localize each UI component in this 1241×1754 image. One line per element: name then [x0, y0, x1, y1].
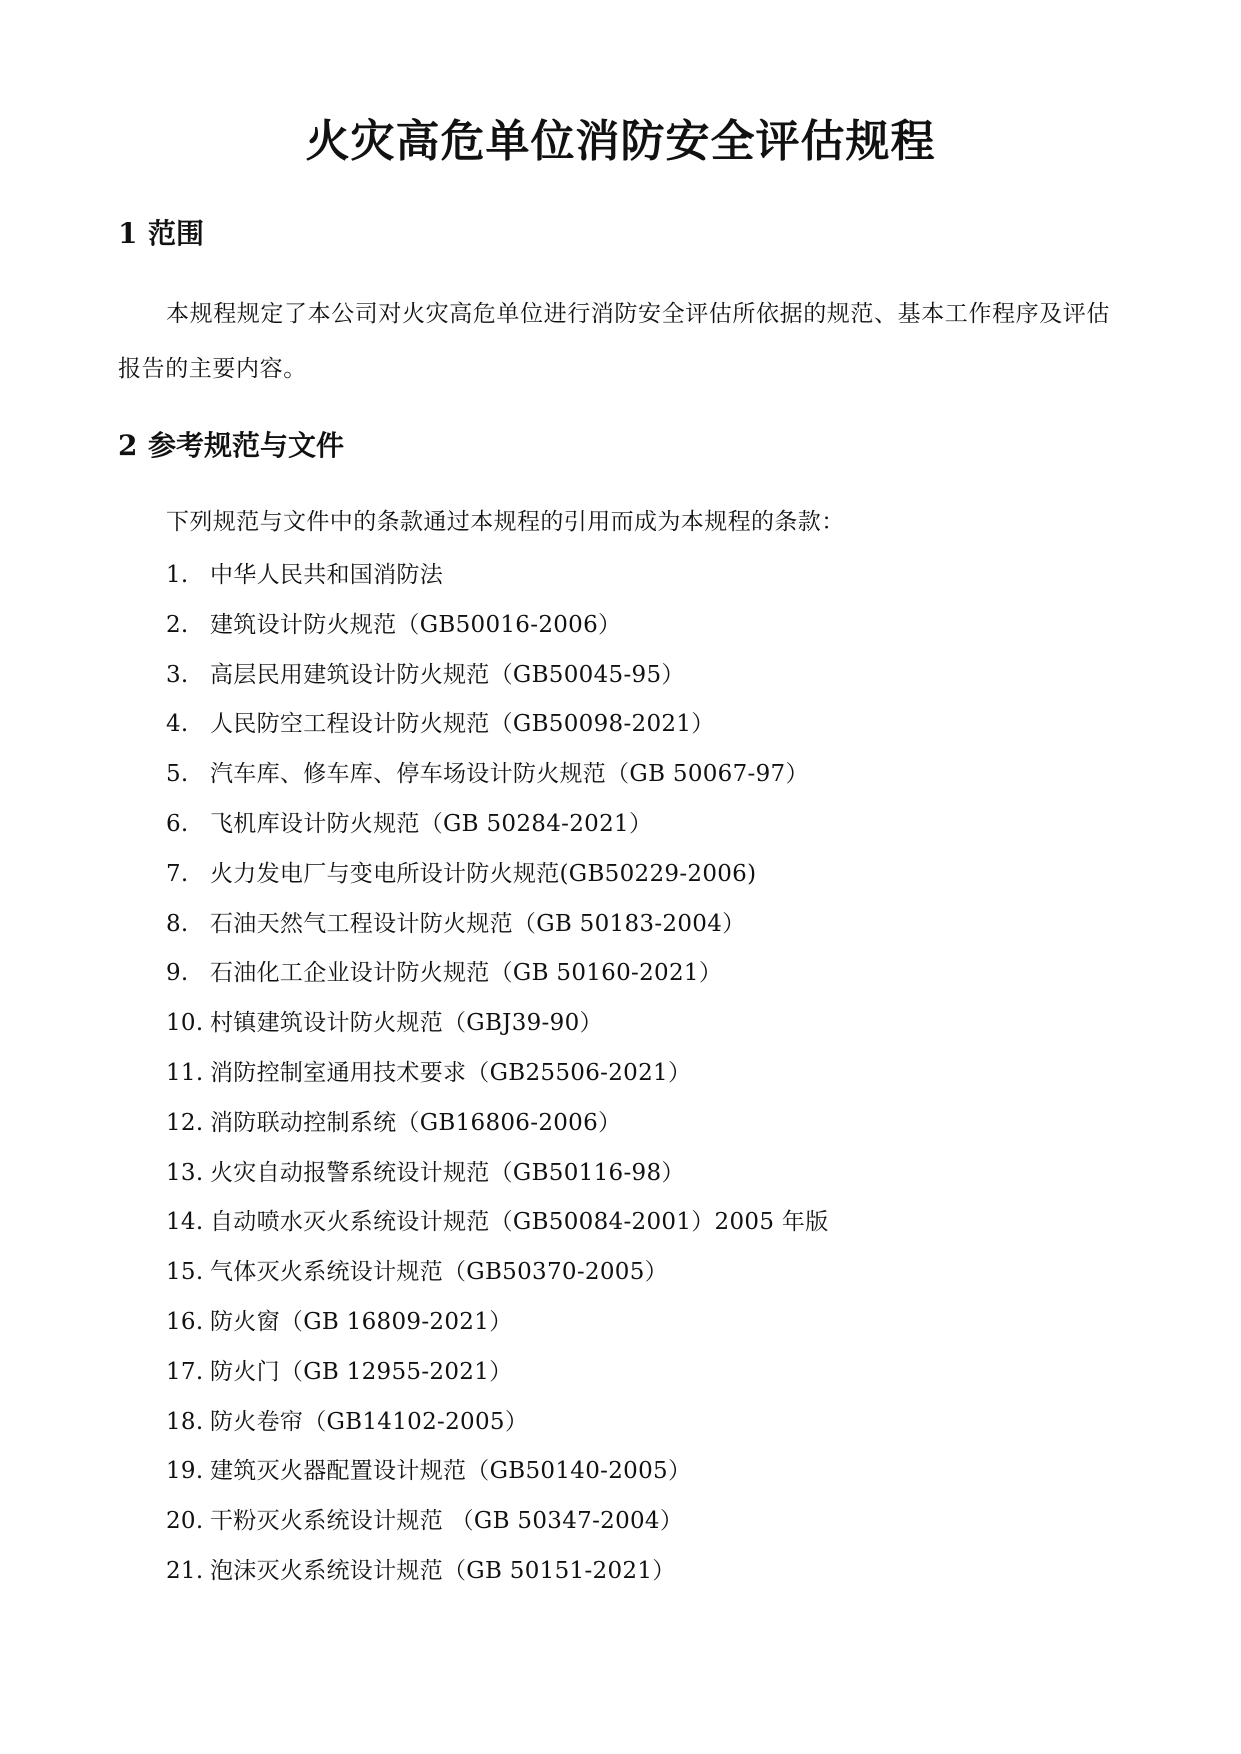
section-title: 范围	[148, 217, 205, 250]
list-item-number: 7.	[166, 860, 189, 887]
list-item	[166, 1300, 829, 1350]
list-item	[166, 1001, 829, 1051]
list-item-number: 16.	[166, 1308, 204, 1335]
list-item-number: 11.	[166, 1059, 204, 1086]
list-item-text: 气体灭火系统设计规范（GB50370-2005）	[210, 1259, 668, 1286]
list-item-text: 火灾自动报警系统设计规范（GB50116-98）	[210, 1159, 685, 1186]
list-item-text: 干粉灭火系统设计规范 （GB 50347-2004）	[210, 1508, 684, 1535]
list-item	[166, 1250, 829, 1300]
list-item-number: 1.	[166, 562, 189, 588]
section-number: 1	[118, 217, 138, 250]
list-item-number: 20.	[166, 1508, 204, 1535]
list-item-number: 9.	[166, 960, 189, 987]
list-item-text: 防火卷帘（GB14102-2005）	[210, 1408, 529, 1435]
reference-list	[166, 553, 829, 1599]
list-item-number: 19.	[166, 1458, 204, 1485]
list-item	[166, 1051, 829, 1101]
list-item-number: 2.	[166, 611, 189, 638]
list-item-text: 石油化工企业设计防火规范（GB 50160-2021）	[210, 960, 723, 987]
list-item-number: 13.	[166, 1159, 204, 1186]
list-item	[166, 852, 829, 902]
list-item	[166, 1101, 829, 1151]
list-item-text: 汽车库、修车库、停车场设计防火规范（GB 50067-97）	[210, 761, 809, 788]
list-item-text: 消防控制室通用技术要求（GB25506-2021）	[210, 1059, 692, 1086]
section-heading-scope	[118, 214, 204, 254]
list-item-text: 自动喷水灭火系统设计规范（GB50084-2001）2005 年版	[210, 1209, 829, 1236]
section-number: 2	[118, 429, 138, 462]
list-item	[166, 1350, 829, 1400]
list-item-text: 防火窗（GB 16809-2021）	[210, 1308, 513, 1335]
list-item	[166, 1549, 829, 1599]
list-item	[166, 951, 829, 1001]
list-item-text: 消防联动控制系统（GB16806-2006）	[210, 1109, 622, 1136]
list-item-text: 飞机库设计防火规范（GB 50284-2021）	[210, 810, 653, 837]
list-item	[166, 1499, 829, 1549]
list-item-text: 防火门（GB 12955-2021）	[210, 1358, 513, 1385]
list-item	[166, 1151, 829, 1201]
list-item-text: 火力发电厂与变电所设计防火规范(GB50229-2006)	[210, 860, 757, 887]
list-item-text: 人民防空工程设计防火规范（GB50098-2021）	[210, 711, 715, 738]
list-item	[166, 553, 829, 603]
list-item-text: 中华人民共和国消防法	[210, 562, 443, 588]
list-item-number: 5.	[166, 761, 189, 788]
section-title: 参考规范与文件	[148, 429, 345, 462]
list-item-number: 8.	[166, 910, 189, 937]
list-item	[166, 802, 829, 852]
list-item-text: 村镇建筑设计防火规范（GBJ39-90）	[210, 1010, 603, 1037]
list-item-number: 4.	[166, 711, 189, 738]
list-item-text: 石油天然气工程设计防火规范（GB 50183-2004）	[210, 910, 746, 937]
list-item	[166, 752, 829, 802]
list-item-text: 建筑设计防火规范（GB50016-2006）	[210, 611, 622, 638]
list-item-number: 3.	[166, 661, 189, 688]
list-item	[166, 1200, 829, 1250]
list-item-number: 14.	[166, 1209, 204, 1236]
list-item-number: 12.	[166, 1109, 204, 1136]
list-item-text: 泡沫灭火系统设计规范（GB 50151-2021）	[210, 1557, 676, 1584]
list-item	[166, 902, 829, 952]
list-item-number: 10.	[166, 1010, 204, 1037]
list-item-number: 6.	[166, 810, 189, 837]
list-item	[166, 1449, 829, 1499]
list-item	[166, 1400, 829, 1450]
document-title: 火灾高危单位消防安全评估规程	[305, 116, 936, 167]
list-item-number: 15.	[166, 1259, 204, 1286]
list-item	[166, 603, 829, 653]
scope-paragraph: 本规程规定了本公司对火灾高危单位进行消防安全评估所依据的规范、基本工作程序及评估报告的主要内容。	[118, 301, 1110, 382]
list-item-text: 高层民用建筑设计防火规范（GB50045-95）	[210, 661, 685, 688]
list-item	[166, 653, 829, 703]
list-item-number: 18.	[166, 1408, 204, 1435]
list-item	[166, 702, 829, 752]
list-item-text: 建筑灭火器配置设计规范（GB50140-2005）	[210, 1458, 692, 1485]
list-item-number: 21.	[166, 1557, 204, 1584]
references-intro: 下列规范与文件中的条款通过本规程的引用而成为本规程的条款：	[166, 509, 845, 535]
list-item-number: 17.	[166, 1358, 204, 1385]
section-heading-references	[118, 426, 344, 466]
